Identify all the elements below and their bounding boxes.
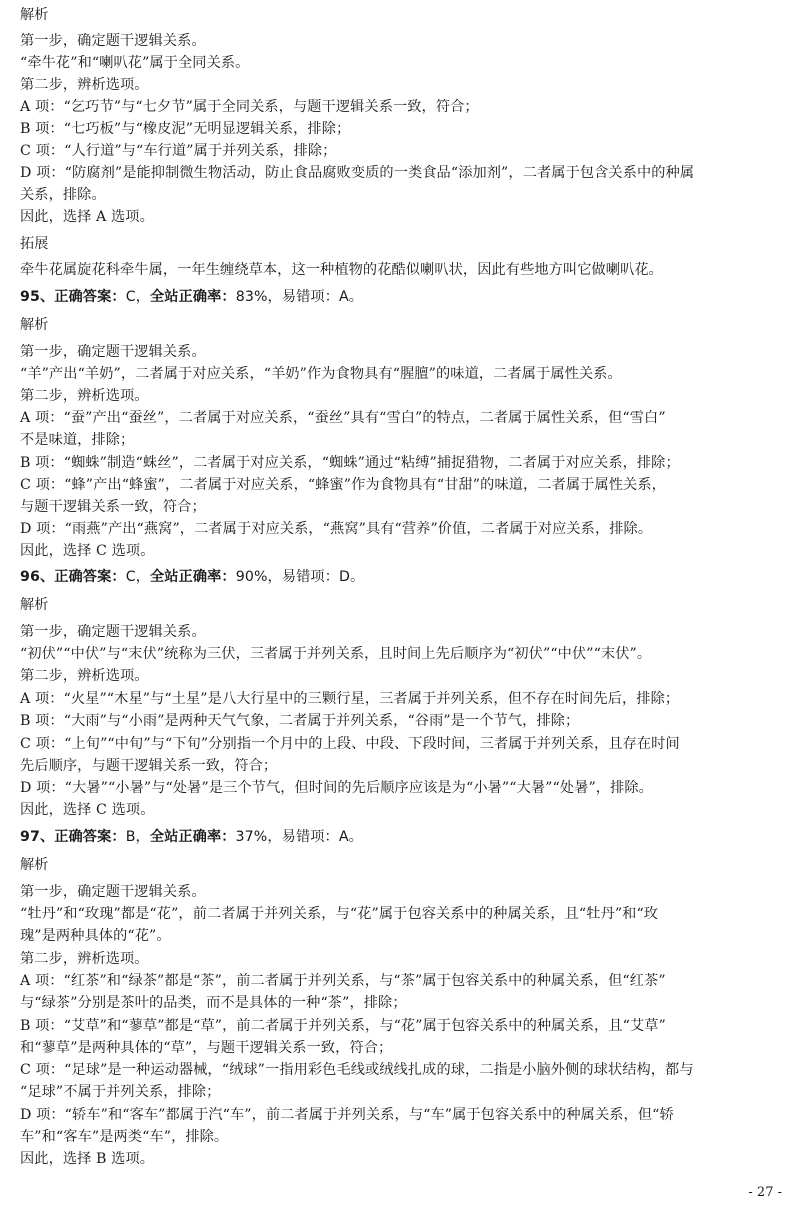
answer-value: B，	[125, 829, 150, 845]
option-line: B 项：“艾草”和“蓼草”都是“草”，前二者属于并列关系，与“花”属于包容关系中的种属关系，且“艾草”	[20, 1018, 666, 1034]
rate-value: 37%，	[235, 829, 282, 845]
text-line: 关系，排除。	[20, 187, 106, 203]
page-number: - 27 -	[748, 1185, 782, 1200]
section-heading: 解析	[20, 317, 49, 333]
text-line: 牵牛花属旋花科牵牛属，一年生缠绕草本，这一种植物的花酷似喇叭状，因此有些地方叫它做喇叭花。	[20, 262, 663, 278]
option-line: A 项：“乞巧节”与“七夕节”属于全同关系，与题干逻辑关系一致，符合；	[20, 99, 479, 115]
text-line: 和“蓼草”是两种具体的“草”，与题干逻辑关系一致，符合；	[20, 1040, 393, 1056]
text-line: 第二步，辨析选项。	[20, 77, 149, 93]
section-heading: 解析	[20, 597, 49, 613]
error-option: 易错项：A。	[281, 289, 364, 305]
answer-header	[20, 286, 363, 308]
text-line: “牵牛花”和“喇叭花”属于全同关系。	[20, 55, 250, 71]
conclusion-line: 因此，选择 A 选项。	[20, 209, 154, 225]
text-line: 瑰”是两种具体的“花”。	[20, 928, 171, 944]
text-line: 第一步，确定题干逻辑关系。	[20, 624, 206, 640]
rate-value: 90%，	[235, 569, 282, 585]
text-line: 第一步，确定题干逻辑关系。	[20, 33, 206, 49]
section-heading: 解析	[20, 857, 49, 873]
text-line: “足球”不属于并列关系，排除；	[20, 1084, 221, 1100]
question-number: 97、	[20, 829, 55, 845]
text-line: “牡丹”和“玫瑰”都是“花”，前二者属于并列关系，与“花”属于包容关系中的种属关系，且“牡丹”和“玫	[20, 906, 659, 922]
option-line: B 项：“七巧板”与“橡皮泥”无明显逻辑关系，排除；	[20, 121, 351, 137]
rate-value: 83%，	[235, 289, 282, 305]
question-number: 96、	[20, 569, 55, 585]
text-line: 第二步，辨析选项。	[20, 951, 149, 967]
option-line: A 项：“蚕”产出“蚕丝”，二者属于对应关系，“蚕丝”具有“雪白”的特点，二者属于属性关系，但“雪白”	[20, 410, 666, 426]
answer-label: 正确答案：	[54, 289, 126, 305]
option-line: D 项：“防腐剂”是能抑制微生物活动，防止食品腐败变质的一类食品“添加剂”，二者属于包含关系中的种属	[20, 165, 695, 181]
answer-header	[20, 566, 364, 588]
text-line: 与“绿茶”分别是茶叶的品类，而不是具体的一种“茶”，排除；	[20, 995, 407, 1011]
text-line: 第一步，确定题干逻辑关系。	[20, 884, 206, 900]
option-line: D 项：“大暑”“小暑”与“处暑”是三个节气，但时间的先后顺序应该是为“小暑”“大暑”“处暑”，排除。	[20, 780, 653, 796]
option-line: C 项：“上旬”“中旬”与“下旬”分别指一个月中的上段、中段、下段时间，三者属于并列关系，且存在时间	[20, 736, 680, 752]
option-line: D 项：“雨燕”产出“燕窝”，二者属于对应关系，“燕窝”具有“营养”价值，二者属于对应关系，排除。	[20, 521, 653, 537]
text-line: 第一步，确定题干逻辑关系。	[20, 344, 206, 360]
error-option: 易错项：A。	[281, 829, 363, 845]
section-heading: 解析	[20, 7, 49, 23]
option-line: B 项：“蜘蛛”制造“蛛丝”，二者属于对应关系，“蜘蛛”通过“粘缚”捕捉猎物，二者属于对应关系，排除；	[20, 455, 680, 471]
option-line: A 项：“红茶”和“绿茶”都是“茶”，前二者属于并列关系，与“茶”属于包容关系中的种属关系，但“红茶”	[20, 973, 666, 989]
answer-header	[20, 826, 363, 848]
text-line: 第二步，辨析选项。	[20, 388, 149, 404]
answer-value: C，	[125, 569, 150, 585]
text-line: “羊”产出“羊奶”，二者属于对应关系，“羊奶”作为食物具有“腥膻”的味道，二者属于属性关系。	[20, 366, 622, 382]
error-option: 易错项：D。	[281, 569, 365, 585]
text-line: 与题干逻辑关系一致，符合；	[20, 499, 206, 515]
option-line: C 项：“人行道”与“车行道”属于并列关系，排除；	[20, 143, 337, 159]
text-line: 不是味道，排除；	[20, 432, 135, 448]
text-line: “初伏”“中伏”与“末伏”统称为三伏，三者属于并列关系，且时间上先后顺序为“初伏”“中伏”“末伏”。	[20, 646, 652, 662]
option-line: A 项：“火星”“木星”与“土星”是八大行星中的三颗行星，三者属于并列关系，但不存在时间先后，排除；	[20, 691, 680, 707]
option-line: C 项：“蜂”产出“蜂蜜”，二者属于对应关系，“蜂蜜”作为食物具有“甘甜”的味道，二者属于属性关系，	[20, 477, 666, 493]
conclusion-line: 因此，选择 B 选项。	[20, 1151, 155, 1167]
question-number: 95、	[20, 289, 55, 305]
text-line: 第二步，辨析选项。	[20, 668, 149, 684]
conclusion-line: 因此，选择 C 选项。	[20, 543, 155, 559]
answer-label: 正确答案：	[54, 829, 126, 845]
answer-value: C，	[125, 289, 150, 305]
rate-label: 全站正确率：	[149, 829, 236, 845]
option-line: B 项：“大雨”与“小雨”是两种天气气象，二者属于并列关系，“谷雨”是一个节气，排除；	[20, 713, 580, 729]
option-line: C 项：“足球”是一种运动器械，“绒球”一指用彩色毛线或绒线扎成的球，二指是小脑外侧的球状结构，都与	[20, 1062, 694, 1078]
rate-label: 全站正确率：	[149, 569, 236, 585]
answer-label: 正确答案：	[54, 569, 126, 585]
text-line: 先后顺序，与题干逻辑关系一致，符合；	[20, 758, 278, 774]
section-heading: 拓展	[20, 236, 49, 252]
option-line: D 项：“轿车”和“客车”都属于汽“车”，前二者属于并列关系，与“车”属于包容关系中的种属关系，但“轿	[20, 1107, 674, 1123]
conclusion-line: 因此，选择 C 选项。	[20, 802, 155, 818]
rate-label: 全站正确率：	[149, 289, 236, 305]
text-line: 车”和“客车”是两类“车”，排除。	[20, 1129, 229, 1145]
